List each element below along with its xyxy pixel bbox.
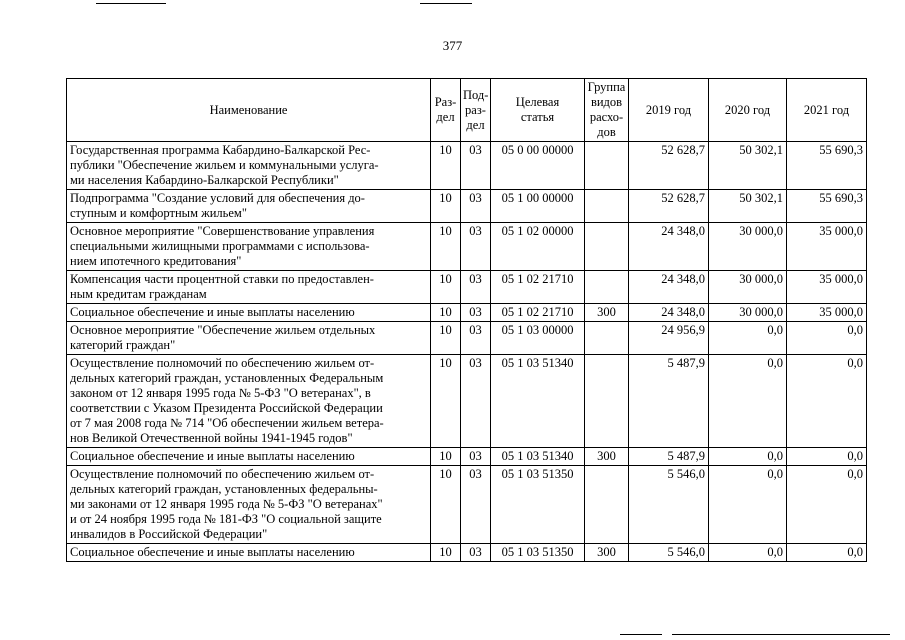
cell-group [585,190,629,223]
table-row [67,190,867,223]
cell-razdel: 10 [431,223,461,271]
cell-target: 05 0 00 00000 [491,142,585,190]
cell-name-line: Осуществление полномочий по обеспечению жильем от- [70,356,375,370]
cell-y2020: 30 000,0 [709,223,787,271]
cell-name [67,355,431,448]
cell-podrazdel: 03 [461,466,491,544]
table-row [67,355,867,448]
header-group-line: расхо- [589,110,624,124]
table-row [67,544,867,562]
cell-y2021: 0,0 [787,322,867,355]
header-group-line: дов [597,125,616,139]
cell-name-line: Подпрограмма "Создание условий для обеспечения до- [70,191,365,205]
table-header-row [67,79,867,142]
cell-target: 05 1 03 51340 [491,355,585,448]
cell-y2019: 52 628,7 [629,142,709,190]
cell-group [585,466,629,544]
cell-name-line: законом от 12 января 1995 года № 5-ФЗ "О ветеранах", в [70,386,371,400]
cell-razdel: 10 [431,355,461,448]
cell-podrazdel: 03 [461,322,491,355]
cell-group [585,322,629,355]
cell-group: 300 [585,544,629,562]
cell-y2020: 0,0 [709,322,787,355]
cell-group: 300 [585,304,629,322]
cell-name-line: категорий граждан" [70,338,176,352]
cell-y2019: 5 487,9 [629,448,709,466]
cell-podrazdel: 03 [461,355,491,448]
cell-name-line: и от 24 ноября 1995 года № 181-ФЗ "О социальной защите [70,512,382,526]
cell-name [67,142,431,190]
cell-target: 05 1 03 51350 [491,466,585,544]
cell-podrazdel: 03 [461,448,491,466]
header-podrazdel [461,79,491,142]
table-row [67,304,867,322]
cell-y2020: 50 302,1 [709,190,787,223]
header-razdel-line: Раз- [434,95,457,109]
cell-razdel: 10 [431,322,461,355]
cell-name-line: Основное мероприятие "Обеспечение жильем отдельных [70,323,376,337]
cell-target: 05 1 03 00000 [491,322,585,355]
cell-name-line: публики "Обеспечение жильем и коммунальными услуга- [70,158,379,172]
header-2021: 2021 год [787,79,867,142]
header-name: Наименование [67,79,431,142]
cell-name [67,466,431,544]
header-target [491,79,585,142]
header-2019: 2019 год [629,79,709,142]
cell-name [67,190,431,223]
cell-y2019: 24 348,0 [629,271,709,304]
cell-name-line: от 7 мая 2008 года № 714 "Об обеспечении жильем ветера- [70,416,384,430]
cell-y2020: 0,0 [709,355,787,448]
cell-podrazdel: 03 [461,223,491,271]
cell-name-line: Социальное обеспечение и иные выплаты населению [70,449,355,463]
cell-y2019: 5 487,9 [629,355,709,448]
cell-name-line: инвалидов в Российской Федерации" [70,527,268,541]
cell-name-line: ми населения Кабардино-Балкарской Республики" [70,173,339,187]
page-number: 377 [442,38,463,53]
cell-group [585,223,629,271]
cell-target: 05 1 02 00000 [491,223,585,271]
header-group-line: Группа [587,80,626,94]
cell-name-line: Социальное обеспечение и иные выплаты населению [70,545,355,559]
cell-target: 05 1 03 51340 [491,448,585,466]
bottom-rule-left [620,634,662,635]
cell-y2021: 0,0 [787,448,867,466]
cell-name-line: ми законами от 12 января 1995 года № 5-ФЗ "О ветеранах" [70,497,383,511]
cell-y2020: 0,0 [709,544,787,562]
cell-podrazdel: 03 [461,190,491,223]
cell-group: 300 [585,448,629,466]
cell-podrazdel: 03 [461,142,491,190]
top-rule-left [96,3,166,4]
top-rule-right [420,3,472,4]
cell-razdel: 10 [431,448,461,466]
cell-y2019: 5 546,0 [629,466,709,544]
header-podrazdel-line: дел [466,117,485,132]
cell-razdel: 10 [431,544,461,562]
cell-name-line: нов Великой Отечественной войны 1941-1945 годов" [70,431,353,445]
cell-razdel: 10 [431,304,461,322]
cell-group [585,355,629,448]
cell-name-line: Основное мероприятие "Совершенствование управления [70,224,375,238]
header-razdel [431,79,461,142]
cell-y2021: 0,0 [787,466,867,544]
cell-y2021: 0,0 [787,355,867,448]
cell-name-line: Социальное обеспечение и иные выплаты населению [70,305,355,319]
table-row [67,322,867,355]
cell-y2020: 30 000,0 [709,271,787,304]
cell-y2021: 55 690,3 [787,142,867,190]
header-group [585,79,629,142]
cell-name [67,304,431,322]
cell-podrazdel: 03 [461,544,491,562]
cell-y2020: 50 302,1 [709,142,787,190]
cell-y2020: 0,0 [709,466,787,544]
header-razdel-line: дел [436,110,455,124]
cell-name [67,223,431,271]
header-podrazdel-line: раз- [465,102,486,117]
cell-group [585,142,629,190]
cell-target: 05 1 00 00000 [491,190,585,223]
cell-razdel: 10 [431,190,461,223]
cell-y2019: 5 546,0 [629,544,709,562]
table-row [67,223,867,271]
header-group-line: видов [590,95,623,109]
header-target-line: Целевая [515,95,560,109]
cell-y2021: 35 000,0 [787,223,867,271]
table-body [67,142,867,562]
cell-podrazdel: 03 [461,304,491,322]
cell-name-line: соответствии с Указом Президента Российской Федерации [70,401,383,415]
cell-name-line: Государственная программа Кабардино-Балкарской Рес- [70,143,371,157]
cell-y2019: 24 956,9 [629,322,709,355]
cell-name [67,448,431,466]
cell-y2019: 24 348,0 [629,223,709,271]
cell-razdel: 10 [431,142,461,190]
header-2020: 2020 год [709,79,787,142]
cell-name [67,544,431,562]
cell-y2020: 30 000,0 [709,304,787,322]
cell-name-line: Осуществление полномочий по обеспечению жильем от- [70,467,375,481]
budget-table [66,78,867,562]
cell-razdel: 10 [431,466,461,544]
cell-y2019: 24 348,0 [629,304,709,322]
cell-name-line: Компенсация части процентной ставки по предоставлен- [70,272,374,286]
cell-name-line: ступным и комфортным жильем" [70,206,247,220]
cell-y2020: 0,0 [709,448,787,466]
header-target-line: статья [520,110,555,124]
cell-name-line: специальными жилищными программами с использова- [70,239,370,253]
cell-name-line: дельных категорий граждан, установленных федеральны- [70,482,378,496]
cell-razdel: 10 [431,271,461,304]
bottom-rule-right [672,634,890,635]
cell-y2021: 35 000,0 [787,304,867,322]
cell-target: 05 1 03 51350 [491,544,585,562]
table-row [67,271,867,304]
cell-y2021: 0,0 [787,544,867,562]
cell-podrazdel: 03 [461,271,491,304]
table-row [67,448,867,466]
cell-y2021: 35 000,0 [787,271,867,304]
cell-name [67,271,431,304]
cell-name [67,322,431,355]
cell-y2021: 55 690,3 [787,190,867,223]
cell-name-line: дельных категорий граждан, установленных Федеральным [70,371,384,385]
cell-name-line: ным кредитам гражданам [70,287,207,301]
cell-target: 05 1 02 21710 [491,304,585,322]
table-row [67,466,867,544]
cell-y2019: 52 628,7 [629,190,709,223]
header-podrazdel-line: Под- [463,87,489,102]
cell-group [585,271,629,304]
cell-name-line: нием ипотечного кредитования" [70,254,242,268]
table-row [67,142,867,190]
cell-target: 05 1 02 21710 [491,271,585,304]
